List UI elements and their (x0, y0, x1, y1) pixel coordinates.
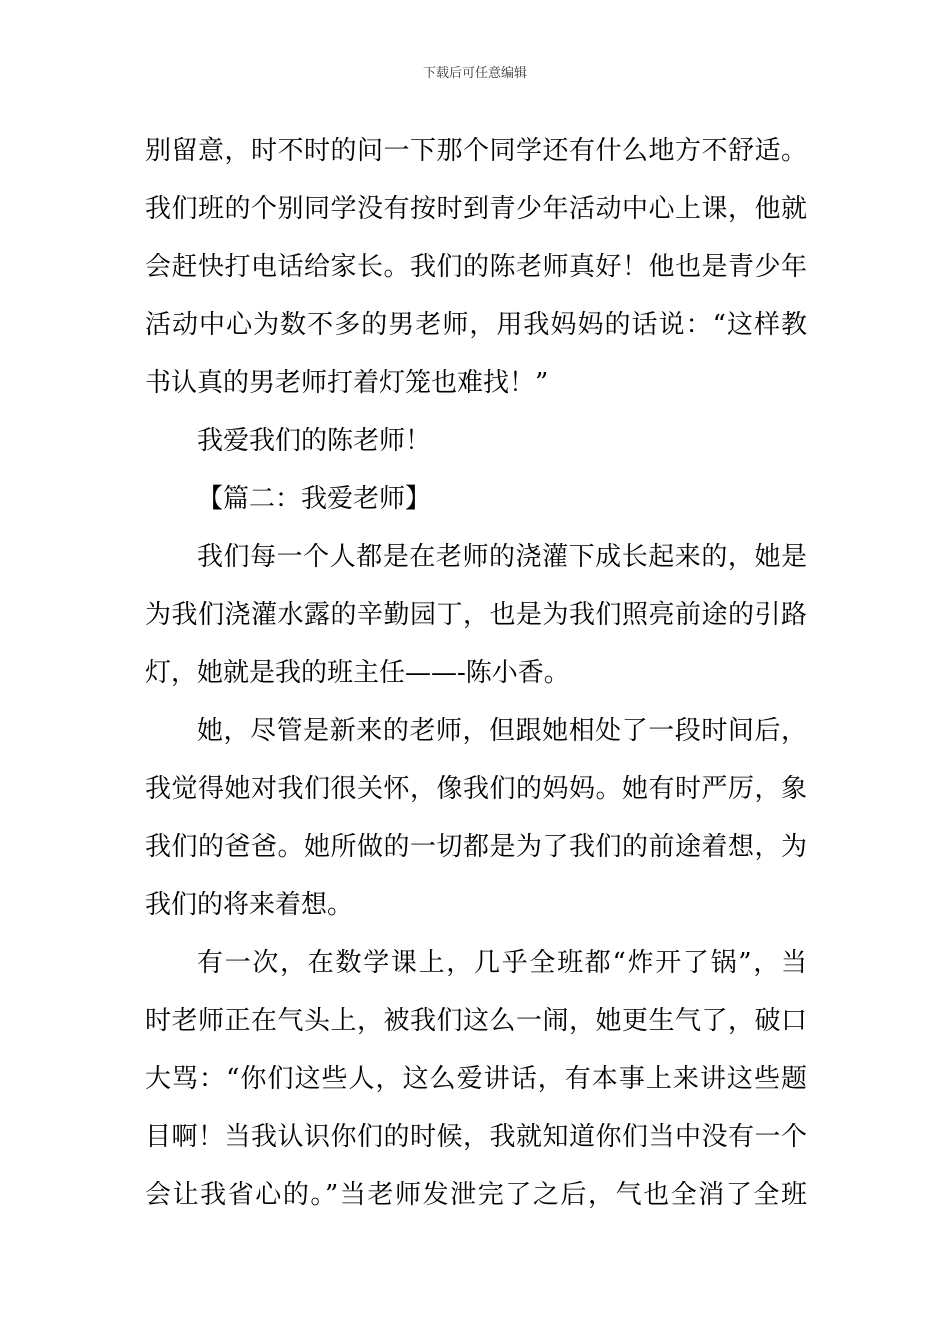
text-line: 我们每一个人都是在老师的浇灌下成长起来的，她是 (197, 542, 807, 572)
text-line: 时老师正在气头上，被我们这么一闹，她更生气了，破口 (145, 1006, 807, 1036)
text-line: 为我们浇灌水露的辛勤园丁，也是为我们照亮前途的引路 (145, 600, 807, 630)
text-line: 我觉得她对我们很关怀，像我们的妈妈。她有时严厉，象 (145, 774, 807, 804)
text-line: 别留意，时不时的问一下那个同学还有什么地方不舒适。 (145, 136, 807, 166)
text-line: 有一次，在数学课上，几乎全班都“炸开了锅”，当 (197, 948, 807, 978)
text-line: 我们的爸爸。她所做的一切都是为了我们的前途着想，为 (145, 832, 807, 862)
text-line: 灯，她就是我的班主任——-陈小香。 (145, 658, 570, 688)
document-body (145, 122, 807, 1224)
text-line: 书认真的男老师打着灯笼也难找！” (145, 368, 549, 398)
page-header-note: 下载后可任意编辑 (422, 66, 527, 81)
text-line: 活动中心为数不多的男老师，用我妈妈的话说：“这样教 (145, 310, 807, 340)
text-line: 她，尽管是新来的老师，但跟她相处了一段时间后， (197, 716, 807, 746)
text-line: 大骂：“你们这些人，这么爱讲话，有本事上来讲这些题 (145, 1064, 807, 1094)
text-line: 我们班的个别同学没有按时到青少年活动中心上课，他就 (145, 194, 807, 224)
text-line: 会赶快打电话给家长。我们的陈老师真好！他也是青少年 (145, 252, 807, 282)
text-line: 目啊！当我认识你们的时候，我就知道你们当中没有一个 (145, 1122, 807, 1152)
text-line: 我们的将来着想。 (145, 890, 354, 920)
text-line: 我爱我们的陈老师！ (197, 426, 432, 456)
text-line: 会让我省心的。”当老师发泄完了之后，气也全消了全班 (145, 1180, 807, 1210)
text-line: 【篇二：我爱老师】 (197, 484, 432, 514)
